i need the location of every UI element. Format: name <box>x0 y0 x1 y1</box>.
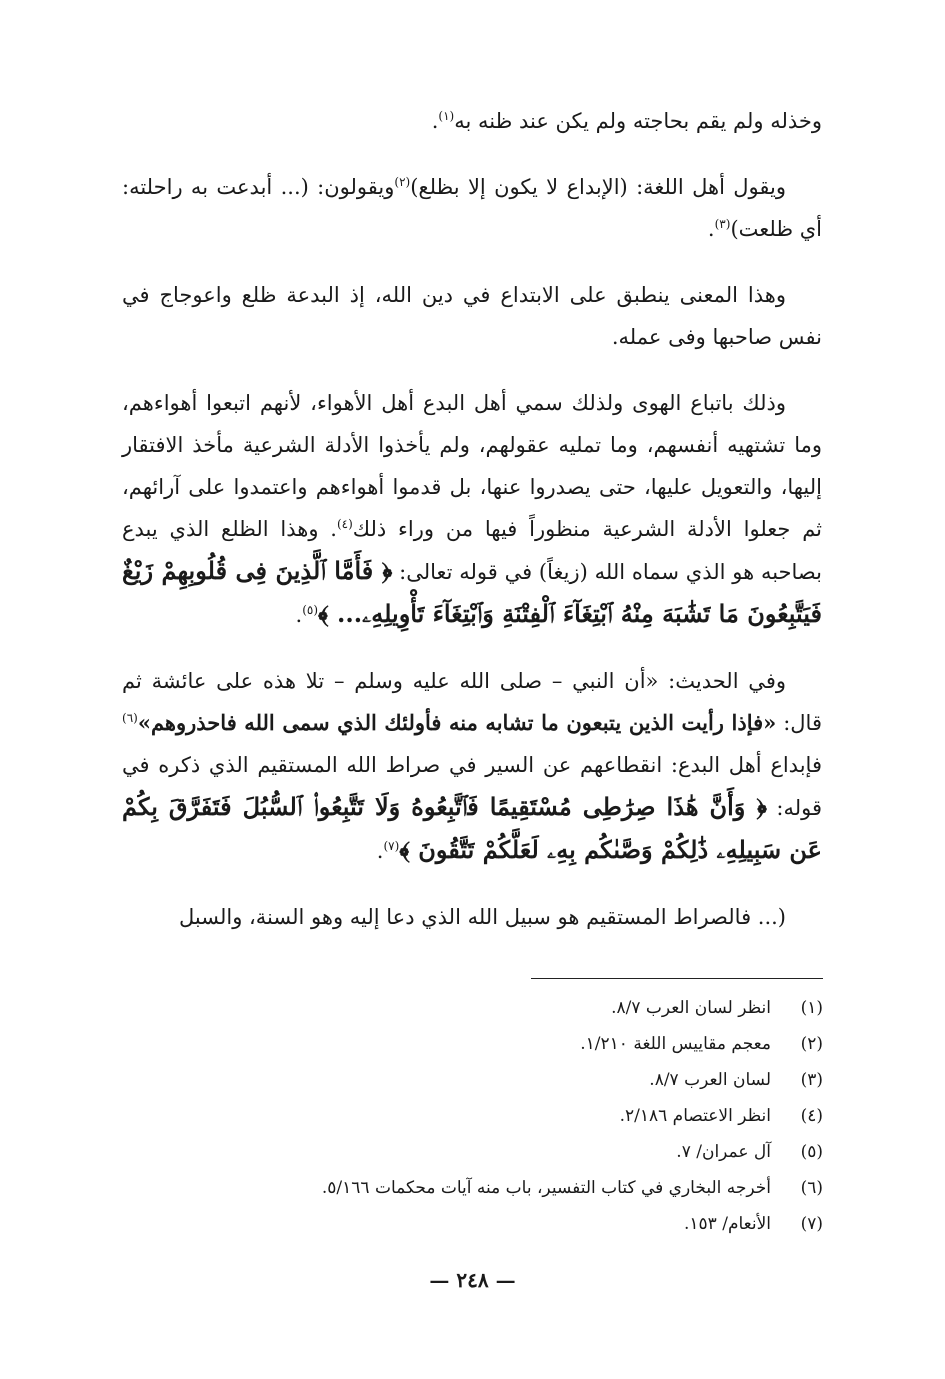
paragraph-1 <box>122 100 822 142</box>
p5-tail: . <box>376 839 384 863</box>
footnote-text: آل عمران/ ٧. <box>676 1142 771 1162</box>
p4-text-b: . وهذا الظلع الذي يبدع بصاحبه هو الذي سماه الله (زيغاً) في قوله تعالى: <box>122 517 822 584</box>
footnote-ref-5[interactable]: (٥) <box>302 603 319 617</box>
footnote-ref-7[interactable]: (٧) <box>383 839 400 853</box>
footnote-item <box>123 1206 823 1242</box>
p5-text-b: فإبداع أهل البدع: انقطاعهم عن السير في صراط الله المستقيم الذي ذكره في قوله: <box>122 753 822 820</box>
p2-text-a: ويقول أهل اللغة: (الإبداع لا يكون إلا بظلع) <box>410 175 786 199</box>
paragraph-4 <box>122 382 822 636</box>
footnote-ref-6[interactable]: (٦) <box>122 711 138 725</box>
footnote-number: (٣) <box>800 1070 823 1090</box>
footnote-text: الأنعام/ ١٥٣. <box>684 1214 771 1234</box>
p6-text: (... فالصراط المستقيم هو سبيل الله الذي دعا إليه وهو السنة، والسبل <box>178 905 786 929</box>
footnote-text: انظر الاعتصام ٢/١٨٦. <box>619 1106 771 1126</box>
footnote-item <box>123 1062 823 1098</box>
p5-text-a: وفي الحديث: «أن النبي – صلى الله عليه وسلم – تلا هذه على عائشة ثم قال: <box>122 669 822 735</box>
footnote-item <box>123 1098 823 1134</box>
footnote-number: (٢) <box>800 1034 823 1054</box>
quran-verse-1: ﴿ فَأَمَّا ٱلَّذِينَ فِى قُلُوبِهِمْ زَيْغٌ فَيَتَّبِعُونَ مَا تَشَٰبَهَ مِنْهُ ٱبْتِغَآءَ ٱلْفِتْنَةِ وَٱبْتِغَآءَ تَأْوِيلِهِۦ... ﴾ <box>122 556 822 628</box>
footnote-item <box>123 1026 823 1062</box>
p4-text-a: وذلك باتباع الهوى ولذلك سمي أهل البدع أهل الأهواء، لأنهم اتبعوا أهواءهم، وما تشتهيه أنفسهم، وما تمليه عقولهم، ولم يأخذوا الأدلة الشرعية مأخذ الافتقار إليها، والتعويل عليها، حتى يصدروا عنها، بل قدموا أهواءهم واعتمدوا على آرائهم، ثم جعلوا الأدلة الشرعية منظوراً فيها من وراء ذلك <box>122 391 823 541</box>
footnote-number: (٥) <box>800 1142 823 1162</box>
quran-verse-2: ﴿ وَأَنَّ هَٰذَا صِرَٰطِى مُسْتَقِيمًا فَٱتَّبِعُوهُ وَلَا تَتَّبِعُوا۟ ٱلسُّبُلَ فَتَفَرَّقَ بِكُمْ عَن سَبِيلِهِۦ ذَٰلِكُمْ وَصَّىٰكُم بِهِۦ لَعَلَّكُمْ تَتَّقُونَ ﴾ <box>122 792 822 864</box>
p4-tail: . <box>295 603 303 627</box>
footnote-ref-1[interactable]: (١) <box>438 109 455 123</box>
footnote-ref-2[interactable]: (٢) <box>394 175 411 189</box>
footnote-divider <box>531 978 823 979</box>
footnote-ref-4[interactable]: (٤) <box>336 517 353 531</box>
p1-tail: . <box>431 109 439 133</box>
footnote-item <box>123 990 823 1026</box>
footnote-item <box>123 1134 823 1170</box>
paragraph-2 <box>122 166 822 250</box>
footnote-number: (٧) <box>800 1214 823 1234</box>
p1-text: وخذله ولم يقم بحاجته ولم يكن عند ظنه به <box>454 109 822 133</box>
paragraph-6 <box>122 896 822 938</box>
p2-text-b: ويقولون: (... أبدعت به راحلته: أي ظلعت) <box>122 175 822 241</box>
footnote-number: (٦) <box>800 1178 823 1198</box>
main-text <box>122 100 822 962</box>
footnote-number: (٤) <box>800 1106 823 1126</box>
footnote-ref-3[interactable]: (٣) <box>714 217 731 231</box>
footnote-item <box>123 1170 823 1206</box>
hadith-quote: «فإذا رأيت الذين يتبعون ما تشابه منه فأولئك الذي سمى الله فاحذروهم» <box>137 710 777 735</box>
paragraph-5 <box>122 660 822 872</box>
p2-tail: . <box>707 217 715 241</box>
footnote-text: معجم مقاييس اللغة ١/٢١٠. <box>580 1034 771 1054</box>
footnote-text: انظر لسان العرب ٨/٧. <box>611 998 771 1018</box>
footnotes-list <box>123 990 823 1242</box>
footnote-text: لسان العرب ٨/٧. <box>649 1070 771 1090</box>
footnote-text: أخرجه البخاري في كتاب التفسير، باب منه آيات محكمات ٥/١٦٦. <box>321 1178 771 1198</box>
footnote-number: (١) <box>800 998 823 1018</box>
page-number: — ٢٤٨ — <box>429 1268 516 1292</box>
p3-text: وهذا المعنى ينطبق على الابتداع في دين الله، إذ البدعة ظلع واعوجاج في نفس صاحبها وفى عمله. <box>122 283 822 349</box>
paragraph-3 <box>122 274 822 358</box>
